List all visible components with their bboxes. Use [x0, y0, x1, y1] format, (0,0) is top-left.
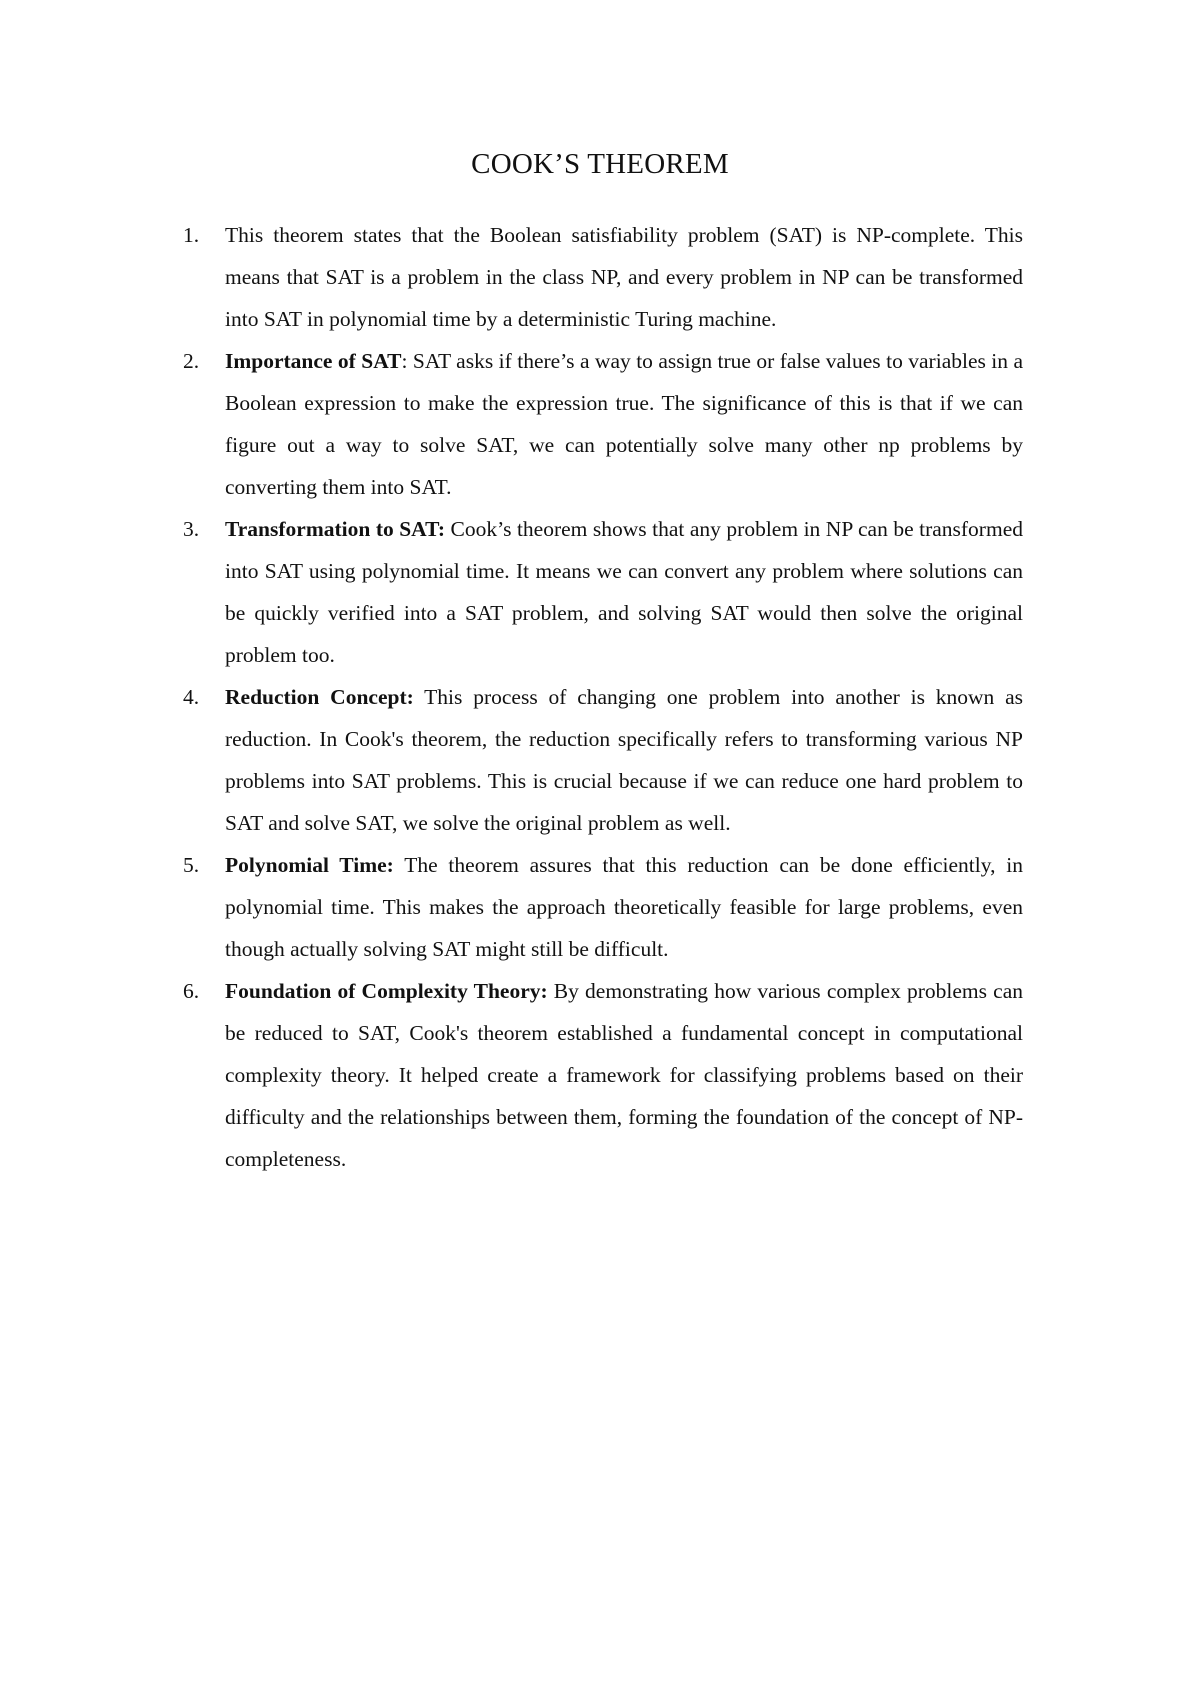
item-lead: Transformation to SAT:	[225, 517, 446, 541]
item-number: 3.	[183, 517, 200, 541]
item-text	[225, 676, 1023, 844]
list-item	[183, 676, 1023, 844]
item-number: 5.	[183, 853, 200, 877]
item-number: 4.	[183, 685, 200, 709]
item-lead: Reduction Concept:	[225, 685, 414, 709]
item-text	[225, 214, 1023, 340]
list-item	[183, 508, 1023, 676]
item-body: Cook’s theorem shows that any problem in NP can be transformed into SAT using polynomial time. It means we can convert any problem where solutions can be quickly verified into a SAT problem, and solving SAT would then solve the original problem too.	[225, 517, 1023, 667]
item-lead: Foundation of Complexity Theory:	[225, 979, 548, 1003]
document-title: COOK’S THEOREM	[471, 148, 729, 180]
list-item	[183, 340, 1023, 508]
list-item	[183, 214, 1023, 340]
item-body: By demonstrating how various complex problems can be reduced to SAT, Cook's theorem established a fundamental concept in computational complexity theory. It helped create a framework for classifying problems based on their difficulty and the relationships between them, forming the foundation of the concept of NP-completeness.	[225, 979, 1023, 1171]
item-body: This process of changing one problem into another is known as reduction. In Cook's theorem, the reduction specifically refers to transforming various NP problems into SAT problems. This is crucial because if we can reduce one hard problem to SAT and solve SAT, we solve the original problem as well.	[225, 685, 1023, 835]
item-text	[225, 340, 1023, 508]
item-number: 6.	[183, 979, 200, 1003]
item-text	[225, 970, 1023, 1180]
list-item	[183, 970, 1023, 1180]
item-body: : SAT asks if there’s a way to assign true or false values to variables in a Boolean expression to make the expression true. The significance of this is that if we can figure out a way to solve SAT, we can potentially solve many other np problems by converting them into SAT.	[225, 349, 1024, 499]
item-body: The theorem assures that this reduction can be done efficiently, in polynomial time. This makes the approach theoretically feasible for large problems, even though actually solving SAT might still be difficult.	[225, 853, 1023, 961]
item-body: This theorem states that the Boolean satisfiability problem (SAT) is NP-complete. This means that SAT is a problem in the class NP, and every problem in NP can be transformed into SAT in polynomial time by a deterministic Turing machine.	[225, 223, 1023, 331]
item-lead: Importance of SAT	[225, 349, 402, 373]
theorem-points-list	[183, 214, 1023, 1180]
item-number: 2.	[183, 349, 200, 373]
item-number: 1.	[183, 223, 200, 247]
item-lead: Polynomial Time:	[225, 853, 394, 877]
item-text	[225, 844, 1023, 970]
list-item	[183, 844, 1023, 970]
item-text	[225, 508, 1023, 676]
